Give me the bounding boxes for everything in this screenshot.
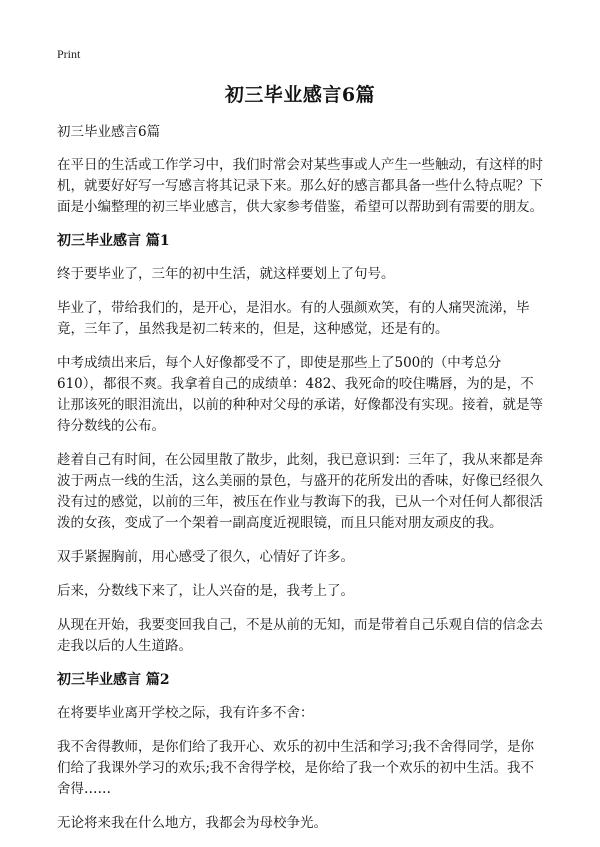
paragraph: 终于要毕业了，三年的初中生活，就这样要划上了句号。 [57,266,395,282]
paragraph: 后来，分数线下来了，让人兴奋的是，我考上了。 [57,583,354,599]
paragraph: 中考成绩出来后，每个人好像都受不了，即使是那些上了500的（中考总分610），都很不爽。我拿着自己的成绩单：482、我死命的咬住嘴唇，为的是，不让那该死的眼泪流出，以前的种种对父母的承诺，好像都没有实现。接着，就是等待分数线的公布。 [57,355,543,434]
article-subtitle: 初三毕业感言6篇 [57,124,161,140]
paragraph: 在将要毕业离开学校之际，我有许多不舍： [57,705,314,721]
paragraph: 从现在开始，我要变回我自己，不是从前的无知，而是带着自己乐观自信的信念去走我以后的人生道路。 [57,617,543,654]
section-heading-2: 初三毕业感言 篇2 [57,672,170,688]
page-title: 初三毕业感言6篇 [224,84,376,106]
paragraph: 无论将来我在什么地方，我都会为母校争光。 [57,815,327,831]
intro-paragraph: 在平日的生活或工作学习中，我们时常会对某些事或人产生一些触动，有这样的时机，就要好好写一写感言将其记录下来。那么好的感言都具备一些什么特点呢？下面是小编整理的初三毕业感言，供大家参考借鉴，希望可以帮助到有需要的朋友。 [57,157,543,215]
section-heading-1: 初三毕业感言 篇1 [57,233,170,249]
paragraph: 双手紧握胸前，用心感受了很久，心情好了许多。 [57,549,354,565]
paragraph: 毕业了，带给我们的，是开心，是泪水。有的人强颜欢笑，有的人痛哭流涕，毕竟，三年了，虽然我是初二转来的，但是，这种感觉，还是有的。 [57,300,530,337]
paragraph: 我不舍得教师，是你们给了我开心、欢乐的初中生活和学习;我不舍得同学，是你们给了我课外学习的欢乐;我不舍得学校，是你给了我一个欢乐的初中生活。我不舍得…… [57,739,535,797]
print-link[interactable]: Print [57,47,81,61]
article-body [57,122,544,847]
paragraph: 趁着自己有时间，在公园里散了散步，此刻，我已意识到：三年了，我从来都是奔波于两点一线的生活，这么美丽的景色，与盛开的花所发出的香味，好像已经很久没有过的感觉，以前的三年，被压在作业与教诲下的我，已从一个对任何人都很活泼的女孩，变成了一个架着一副高度近视眼镜，而且只能对朋友顽皮的我。 [57,452,543,531]
